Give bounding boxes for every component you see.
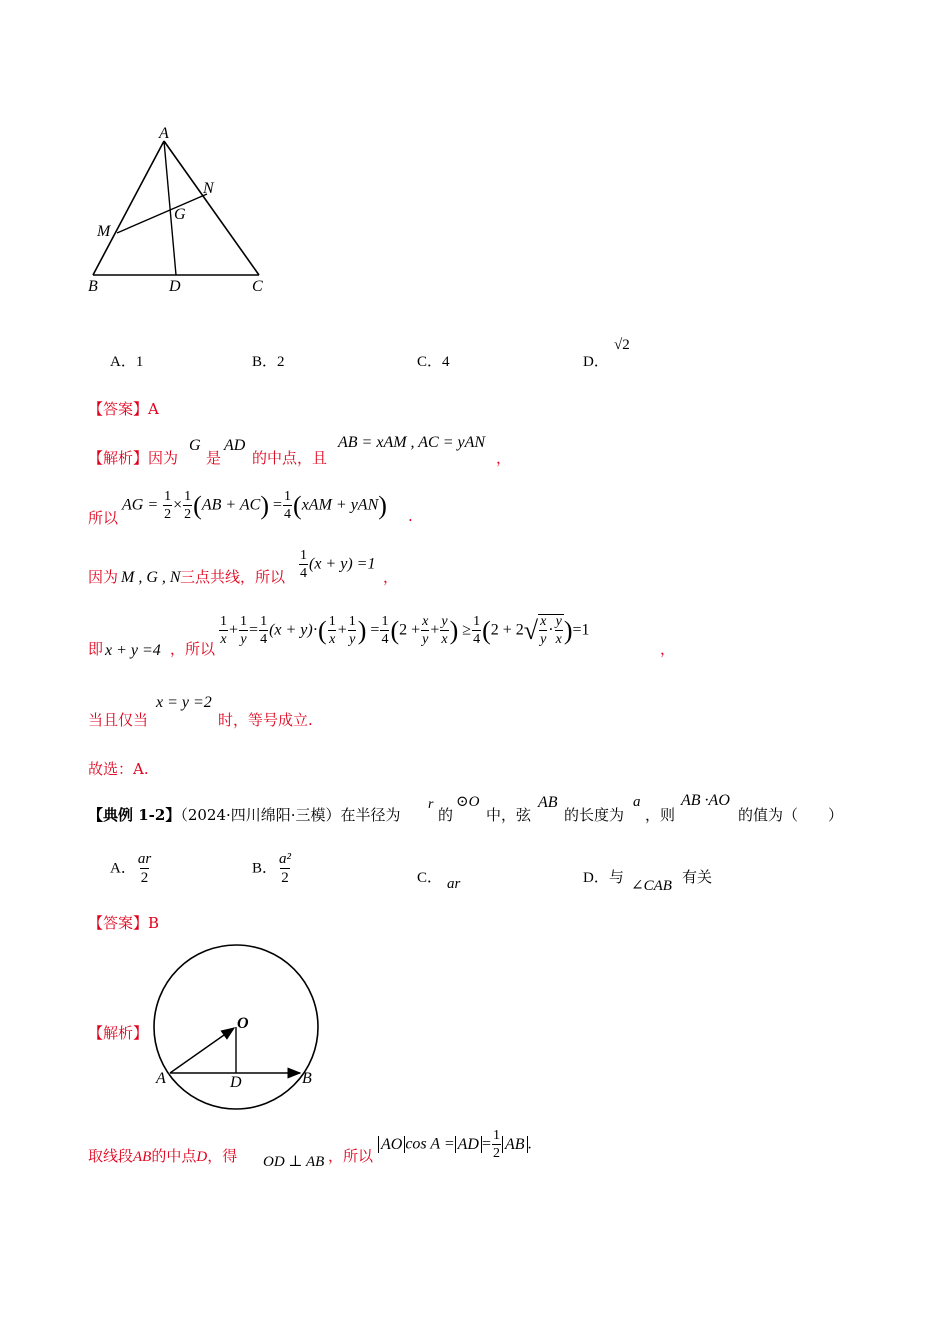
text: 因为 xyxy=(148,449,179,467)
num: x xyxy=(422,614,429,629)
q2-option-b xyxy=(252,852,293,886)
frac-yx xyxy=(555,615,563,647)
q2-question xyxy=(88,804,401,825)
frac-xy xyxy=(421,615,429,647)
geq: ≥ xyxy=(462,621,472,639)
den: 4 xyxy=(381,632,389,647)
frac-1x xyxy=(328,615,337,647)
eq: = xyxy=(481,1135,492,1153)
frac-quarter xyxy=(380,615,389,647)
text-is: 是 xyxy=(206,449,222,467)
den: 2 xyxy=(164,507,172,522)
var-g: G xyxy=(189,437,201,454)
num: 1 xyxy=(260,614,268,629)
q1-answer: 【答案】A xyxy=(88,400,159,418)
text-collinear: 三点共线，所以 xyxy=(180,568,286,586)
frac-1x xyxy=(219,615,228,647)
text-so: 所以 xyxy=(88,509,119,527)
dot: · xyxy=(312,621,319,639)
num: y xyxy=(555,614,562,629)
label-A: A xyxy=(156,1070,166,1087)
q1-option-d-value: √2 xyxy=(614,337,630,353)
num: y xyxy=(441,614,448,629)
expr-xy2: x = y =2 xyxy=(156,694,212,711)
den: x xyxy=(329,632,336,647)
var-ab: AB xyxy=(538,794,558,811)
num: 1 xyxy=(473,614,481,629)
q2-option-d-suffix: 有关 xyxy=(682,870,713,886)
num: x xyxy=(540,614,547,629)
expr-inequality: $\frac{1}{x}$ + $\frac{1}{y}$ = $\frac{1}{4}$ (x + y)·( $\frac{1}{x}$ + $\frac{1}{y}$ ) = $\frac{1}{4}$ (2 + $\frac{x}{y}$ + $\frac{y}{x}$ ) ≥ $\frac{1}{4}$ (2 + 2√ $\frac{x}{y}$ · $\frac{y}{x}$ )=1 xyxy=(220,614,590,647)
frac-half-2 xyxy=(183,490,192,522)
q2-option-c: C． xyxy=(417,870,443,886)
frac-a22 xyxy=(278,852,292,886)
num: 1 xyxy=(284,489,292,504)
q2-last-line xyxy=(88,1145,237,1166)
q2-option-d-angle: ∠CAB xyxy=(631,878,672,894)
num: 1 xyxy=(164,489,172,504)
ab: AB xyxy=(133,1149,152,1165)
ag: AG = xyxy=(122,496,159,514)
frac-quarter xyxy=(259,615,268,647)
frac-half xyxy=(492,1129,501,1161)
frac-quarter xyxy=(299,549,308,581)
text-comma: ， xyxy=(660,640,676,658)
label-N: N xyxy=(203,180,214,197)
text: ，得 xyxy=(207,1147,238,1165)
den: y xyxy=(540,632,547,647)
eq: = xyxy=(249,621,259,639)
text-because: 因为 xyxy=(88,568,119,586)
den: y xyxy=(240,632,247,647)
prefix: A． xyxy=(110,860,136,877)
q2-analysis-label: 【解析】 xyxy=(88,1024,149,1042)
label-B: B xyxy=(88,278,98,295)
den: y xyxy=(422,632,429,647)
den: 2 xyxy=(140,870,149,886)
den: 4 xyxy=(260,632,268,647)
den: 4 xyxy=(300,566,307,581)
q2-option-c-value: ar xyxy=(447,876,461,892)
num: 1 xyxy=(493,1128,501,1143)
text-so: ，所以 xyxy=(328,1147,374,1165)
text: 取线段 xyxy=(88,1147,134,1165)
expr-ab-ao: AB ·AO xyxy=(681,792,730,809)
label-O: O xyxy=(237,1015,249,1032)
sum-am-an: xAM + yAN xyxy=(301,496,379,514)
q2-tag: 【典例 1-2】 xyxy=(88,806,181,824)
var-r: r xyxy=(428,797,434,812)
num: 1 xyxy=(300,548,307,563)
text-ie: 即 xyxy=(88,640,104,658)
prefix: B． xyxy=(252,860,278,877)
var-a: a xyxy=(633,794,641,810)
dot: · xyxy=(548,621,554,639)
text-equality: 时，等号成立. xyxy=(218,711,313,729)
var-ad: AD xyxy=(224,437,246,454)
frac-quarter xyxy=(283,490,292,522)
abs-ao: AO xyxy=(378,1136,405,1153)
q1-option-b: B．2 xyxy=(252,354,285,370)
text-choose: 故选：A. xyxy=(88,760,149,778)
abs-ad: AD xyxy=(455,1136,482,1153)
two-plus-two: 2 + 2 xyxy=(490,621,524,639)
expr-perp: OD ⊥ AB xyxy=(263,1154,325,1170)
circle-figure xyxy=(150,940,330,1115)
den: x xyxy=(441,632,448,647)
num: 1 xyxy=(348,614,356,629)
label-D: D xyxy=(230,1074,242,1091)
text-then: ，则 xyxy=(645,806,676,824)
q1-option-d xyxy=(583,350,609,371)
expr-mgn: M , G , N xyxy=(121,569,181,586)
text-so: ，所以 xyxy=(170,640,216,658)
text-midpoint: 的中点，且 xyxy=(252,449,328,467)
q1-option-d-prefix: D． xyxy=(583,354,609,370)
label-D: D xyxy=(169,278,181,295)
q2-option-a xyxy=(110,852,153,886)
text-comma: ， xyxy=(496,449,512,467)
expr: (x + y) =1 xyxy=(309,555,376,573)
num: 1 xyxy=(240,614,248,629)
expr-ab-ac: AB = xAM , AC = yAN xyxy=(338,434,486,451)
label-G: G xyxy=(174,206,186,223)
num: 1 xyxy=(328,614,336,629)
q1-analysis-line1 xyxy=(88,447,178,468)
times: × xyxy=(173,496,183,514)
plus: + xyxy=(229,621,239,639)
text-value: 的值为（ ） xyxy=(738,806,844,824)
label-A: A xyxy=(159,125,169,142)
frac-1y xyxy=(348,615,357,647)
q2-option-d: D．与 xyxy=(583,870,624,886)
den: x xyxy=(220,632,227,647)
q2-src: （2024·四川绵阳·三模）在半径为 xyxy=(180,806,401,824)
num: 1 xyxy=(184,489,192,504)
den: 4 xyxy=(473,632,481,647)
text-comma: ， xyxy=(383,568,399,586)
den: y xyxy=(349,632,356,647)
xy: (x + y) xyxy=(269,621,313,639)
num: ar xyxy=(137,851,152,867)
text-de: 的 xyxy=(438,806,454,824)
abs-ab: AB xyxy=(502,1136,528,1153)
q1-option-c: C．4 xyxy=(417,354,450,370)
den: 2 xyxy=(281,870,289,886)
expr-quarter-xy xyxy=(298,549,375,581)
frac-yx xyxy=(440,615,448,647)
num: 1 xyxy=(220,614,227,629)
den: x xyxy=(555,632,562,647)
d: D xyxy=(196,1149,208,1165)
den: 2 xyxy=(493,1146,501,1161)
text-period: . xyxy=(408,507,413,525)
frac-1y xyxy=(239,615,248,647)
label-M: M xyxy=(97,223,111,240)
eq: = xyxy=(370,621,380,639)
den: 2 xyxy=(184,507,192,522)
expr-ao-cos xyxy=(378,1129,532,1161)
eq: = xyxy=(273,496,283,514)
result: =1 xyxy=(572,621,590,639)
frac-xy xyxy=(539,615,547,647)
plus: + xyxy=(337,621,347,639)
text-chord: 中，弦 xyxy=(486,806,532,824)
end: . xyxy=(527,1135,532,1153)
label-C: C xyxy=(252,278,263,295)
expr-ag: AG = $\frac{1}{2}$ × $\frac{1}{2}$ (AB + AC) = $\frac{1}{4}$ (xAM + yAN) xyxy=(122,489,387,522)
expr-xy4: x + y =4 xyxy=(105,642,161,659)
two-plus: 2 + xyxy=(399,621,421,639)
den: 4 xyxy=(284,507,292,522)
text-length: 的长度为 xyxy=(564,806,625,824)
num: a² xyxy=(279,851,292,867)
plus: + xyxy=(430,621,440,639)
frac-half xyxy=(163,490,172,522)
q1-option-a: A．1 xyxy=(110,354,144,370)
num: 1 xyxy=(381,614,389,629)
frac-ar2 xyxy=(137,852,152,886)
cos: cos A = xyxy=(405,1135,455,1153)
triangle-figure xyxy=(80,120,280,300)
q2-answer: 【答案】B xyxy=(88,914,160,932)
text-iff: 当且仅当 xyxy=(88,711,149,729)
text: 的中点 xyxy=(151,1147,197,1165)
frac-quarter xyxy=(472,615,481,647)
circle-o: ⊙O xyxy=(456,794,480,810)
analysis-label: 【解析】 xyxy=(88,449,149,467)
sum-ab-ac: AB + AC xyxy=(201,496,261,514)
label-B: B xyxy=(302,1070,312,1087)
